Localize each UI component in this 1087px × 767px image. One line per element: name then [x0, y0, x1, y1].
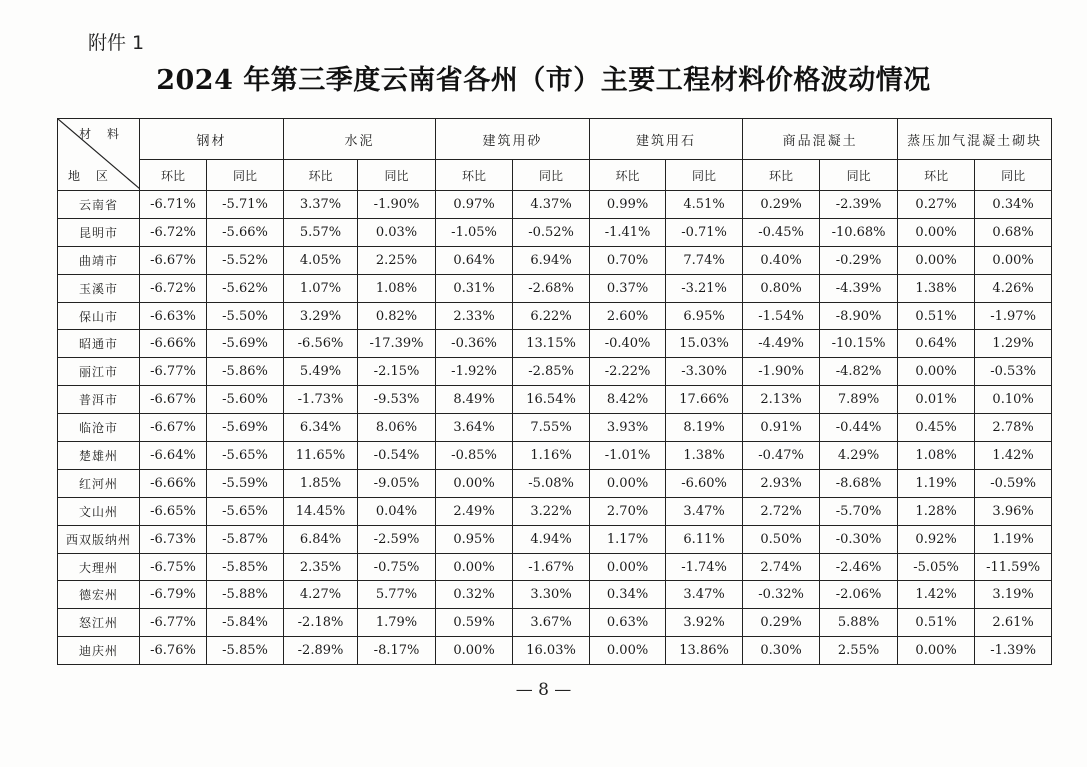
- value-cell: 4.94%: [513, 525, 590, 553]
- value-cell: -0.53%: [975, 358, 1052, 386]
- value-cell: -0.52%: [513, 218, 590, 246]
- subheader-mom: 环比: [898, 160, 975, 191]
- value-cell: 6.34%: [284, 414, 358, 442]
- region-cell: 德宏州: [58, 581, 140, 609]
- value-cell: 11.65%: [284, 442, 358, 470]
- value-cell: 4.51%: [666, 191, 743, 219]
- value-cell: -5.62%: [207, 274, 284, 302]
- value-cell: -17.39%: [358, 330, 436, 358]
- value-cell: -5.05%: [898, 553, 975, 581]
- value-cell: -2.89%: [284, 637, 358, 665]
- value-cell: -8.68%: [820, 469, 898, 497]
- value-cell: 7.89%: [820, 386, 898, 414]
- value-cell: 0.37%: [590, 274, 666, 302]
- value-cell: 1.79%: [358, 609, 436, 637]
- value-cell: 0.92%: [898, 525, 975, 553]
- value-cell: 0.51%: [898, 302, 975, 330]
- value-cell: 0.59%: [436, 609, 513, 637]
- value-cell: 0.00%: [436, 637, 513, 665]
- value-cell: -0.47%: [743, 442, 820, 470]
- value-cell: 0.64%: [436, 246, 513, 274]
- value-cell: -5.65%: [207, 497, 284, 525]
- value-cell: 2.13%: [743, 386, 820, 414]
- value-cell: -5.70%: [820, 497, 898, 525]
- value-cell: 4.29%: [820, 442, 898, 470]
- value-cell: 0.31%: [436, 274, 513, 302]
- value-cell: -1.90%: [358, 191, 436, 219]
- region-cell: 昭通市: [58, 330, 140, 358]
- table-row: [58, 191, 1052, 219]
- value-cell: 1.19%: [975, 525, 1052, 553]
- value-cell: 0.82%: [358, 302, 436, 330]
- value-cell: -10.15%: [820, 330, 898, 358]
- value-cell: -5.59%: [207, 469, 284, 497]
- corner-label-material: 材 料: [79, 127, 125, 141]
- value-cell: 2.55%: [820, 637, 898, 665]
- header-row-comparison: [58, 160, 1052, 191]
- value-cell: 1.85%: [284, 469, 358, 497]
- value-cell: -2.59%: [358, 525, 436, 553]
- value-cell: 5.77%: [358, 581, 436, 609]
- value-cell: 0.30%: [743, 637, 820, 665]
- region-cell: 玉溪市: [58, 274, 140, 302]
- value-cell: -6.64%: [140, 442, 207, 470]
- value-cell: 0.70%: [590, 246, 666, 274]
- value-cell: 0.45%: [898, 414, 975, 442]
- value-cell: 15.03%: [666, 330, 743, 358]
- table-row: [58, 218, 1052, 246]
- value-cell: -6.60%: [666, 469, 743, 497]
- corner-header-cell: [58, 119, 140, 191]
- region-cell: 迪庆州: [58, 637, 140, 665]
- table-row: [58, 609, 1052, 637]
- region-cell: 曲靖市: [58, 246, 140, 274]
- value-cell: -0.85%: [436, 442, 513, 470]
- value-cell: 3.37%: [284, 191, 358, 219]
- value-cell: -9.53%: [358, 386, 436, 414]
- value-cell: -1.54%: [743, 302, 820, 330]
- subheader-yoy: 同比: [358, 160, 436, 191]
- value-cell: 0.97%: [436, 191, 513, 219]
- material-header-cement: 水泥: [284, 119, 436, 160]
- value-cell: -5.52%: [207, 246, 284, 274]
- value-cell: 0.00%: [590, 637, 666, 665]
- value-cell: 8.06%: [358, 414, 436, 442]
- value-cell: 6.84%: [284, 525, 358, 553]
- value-cell: 8.49%: [436, 386, 513, 414]
- value-cell: -0.40%: [590, 330, 666, 358]
- page-title: 2024 年第三季度云南省各州（市）主要工程材料价格波动情况: [156, 65, 931, 96]
- table-row: [58, 525, 1052, 553]
- value-cell: -6.67%: [140, 386, 207, 414]
- value-cell: -11.59%: [975, 553, 1052, 581]
- value-cell: 0.64%: [898, 330, 975, 358]
- subheader-mom: 环比: [284, 160, 358, 191]
- region-cell: 文山州: [58, 497, 140, 525]
- value-cell: -3.30%: [666, 358, 743, 386]
- value-cell: -4.49%: [743, 330, 820, 358]
- region-cell: 大理州: [58, 553, 140, 581]
- value-cell: -0.45%: [743, 218, 820, 246]
- value-cell: 0.10%: [975, 386, 1052, 414]
- value-cell: -0.59%: [975, 469, 1052, 497]
- value-cell: -6.77%: [140, 358, 207, 386]
- value-cell: 0.00%: [590, 469, 666, 497]
- value-cell: 17.66%: [666, 386, 743, 414]
- region-cell: 云南省: [58, 191, 140, 219]
- value-cell: -0.30%: [820, 525, 898, 553]
- value-cell: -1.73%: [284, 386, 358, 414]
- value-cell: -5.86%: [207, 358, 284, 386]
- subheader-mom: 环比: [140, 160, 207, 191]
- value-cell: -1.74%: [666, 553, 743, 581]
- value-cell: 0.00%: [590, 553, 666, 581]
- value-cell: 1.42%: [898, 581, 975, 609]
- value-cell: 3.67%: [513, 609, 590, 637]
- table-row: [58, 358, 1052, 386]
- table-row: [58, 553, 1052, 581]
- header-row-materials: [58, 119, 1052, 160]
- value-cell: -1.90%: [743, 358, 820, 386]
- value-cell: 6.95%: [666, 302, 743, 330]
- value-cell: -6.67%: [140, 246, 207, 274]
- value-cell: -6.65%: [140, 497, 207, 525]
- value-cell: -5.69%: [207, 330, 284, 358]
- value-cell: 1.16%: [513, 442, 590, 470]
- value-cell: -2.18%: [284, 609, 358, 637]
- value-cell: 0.00%: [436, 553, 513, 581]
- material-header-aac-block: 蒸压加气混凝土砌块: [898, 119, 1052, 160]
- value-cell: 0.03%: [358, 218, 436, 246]
- value-cell: 0.00%: [898, 637, 975, 665]
- value-cell: 8.42%: [590, 386, 666, 414]
- value-cell: 3.47%: [666, 497, 743, 525]
- region-cell: 临沧市: [58, 414, 140, 442]
- value-cell: 3.29%: [284, 302, 358, 330]
- value-cell: 13.15%: [513, 330, 590, 358]
- value-cell: 0.29%: [743, 191, 820, 219]
- value-cell: -6.75%: [140, 553, 207, 581]
- value-cell: -0.44%: [820, 414, 898, 442]
- table-row: [58, 386, 1052, 414]
- value-cell: 1.28%: [898, 497, 975, 525]
- value-cell: 2.72%: [743, 497, 820, 525]
- subheader-mom: 环比: [590, 160, 666, 191]
- value-cell: -0.71%: [666, 218, 743, 246]
- value-cell: -4.82%: [820, 358, 898, 386]
- value-cell: -0.29%: [820, 246, 898, 274]
- value-cell: -5.71%: [207, 191, 284, 219]
- value-cell: 0.91%: [743, 414, 820, 442]
- value-cell: 3.96%: [975, 497, 1052, 525]
- value-cell: -5.85%: [207, 637, 284, 665]
- value-cell: -6.77%: [140, 609, 207, 637]
- value-cell: -6.72%: [140, 274, 207, 302]
- subheader-yoy: 同比: [207, 160, 284, 191]
- material-header-steel: 钢材: [140, 119, 284, 160]
- value-cell: 3.92%: [666, 609, 743, 637]
- value-cell: 0.34%: [590, 581, 666, 609]
- value-cell: 1.08%: [898, 442, 975, 470]
- value-cell: -9.05%: [358, 469, 436, 497]
- value-cell: -6.79%: [140, 581, 207, 609]
- value-cell: -5.08%: [513, 469, 590, 497]
- material-header-concrete: 商品混凝土: [743, 119, 898, 160]
- region-cell: 昆明市: [58, 218, 140, 246]
- subheader-yoy: 同比: [666, 160, 743, 191]
- value-cell: -1.05%: [436, 218, 513, 246]
- value-cell: -6.56%: [284, 330, 358, 358]
- table-row: [58, 637, 1052, 665]
- value-cell: 0.99%: [590, 191, 666, 219]
- value-cell: -2.46%: [820, 553, 898, 581]
- value-cell: 2.78%: [975, 414, 1052, 442]
- value-cell: 1.38%: [898, 274, 975, 302]
- value-cell: -6.76%: [140, 637, 207, 665]
- table-body: [58, 191, 1052, 665]
- value-cell: -6.67%: [140, 414, 207, 442]
- table-row: [58, 274, 1052, 302]
- corner-label-region: 地 区: [68, 169, 114, 183]
- value-cell: 16.54%: [513, 386, 590, 414]
- value-cell: 4.27%: [284, 581, 358, 609]
- value-cell: 3.22%: [513, 497, 590, 525]
- value-cell: 0.51%: [898, 609, 975, 637]
- value-cell: -1.92%: [436, 358, 513, 386]
- table-row: [58, 330, 1052, 358]
- value-cell: 1.42%: [975, 442, 1052, 470]
- table-row: [58, 442, 1052, 470]
- value-cell: -5.87%: [207, 525, 284, 553]
- value-cell: -0.36%: [436, 330, 513, 358]
- table-row: [58, 414, 1052, 442]
- subheader-mom: 环比: [743, 160, 820, 191]
- value-cell: -5.50%: [207, 302, 284, 330]
- value-cell: -5.66%: [207, 218, 284, 246]
- value-cell: 1.38%: [666, 442, 743, 470]
- value-cell: -4.39%: [820, 274, 898, 302]
- value-cell: -5.60%: [207, 386, 284, 414]
- value-cell: 0.80%: [743, 274, 820, 302]
- value-cell: 4.37%: [513, 191, 590, 219]
- table-row: [58, 581, 1052, 609]
- value-cell: 0.00%: [975, 246, 1052, 274]
- subheader-mom: 环比: [436, 160, 513, 191]
- value-cell: -6.63%: [140, 302, 207, 330]
- value-cell: -3.21%: [666, 274, 743, 302]
- value-cell: -2.22%: [590, 358, 666, 386]
- table-row: [58, 497, 1052, 525]
- value-cell: -5.88%: [207, 581, 284, 609]
- value-cell: 16.03%: [513, 637, 590, 665]
- value-cell: -5.85%: [207, 553, 284, 581]
- value-cell: 0.00%: [898, 246, 975, 274]
- value-cell: 13.86%: [666, 637, 743, 665]
- value-cell: 2.74%: [743, 553, 820, 581]
- value-cell: 2.61%: [975, 609, 1052, 637]
- value-cell: -1.67%: [513, 553, 590, 581]
- value-cell: 3.64%: [436, 414, 513, 442]
- region-cell: 西双版纳州: [58, 525, 140, 553]
- value-cell: 0.01%: [898, 386, 975, 414]
- value-cell: 0.40%: [743, 246, 820, 274]
- value-cell: 1.19%: [898, 469, 975, 497]
- value-cell: 0.00%: [898, 218, 975, 246]
- value-cell: -2.68%: [513, 274, 590, 302]
- value-cell: -1.01%: [590, 442, 666, 470]
- value-cell: -2.06%: [820, 581, 898, 609]
- value-cell: 0.04%: [358, 497, 436, 525]
- value-cell: 5.57%: [284, 218, 358, 246]
- region-cell: 普洱市: [58, 386, 140, 414]
- value-cell: 0.34%: [975, 191, 1052, 219]
- value-cell: -6.73%: [140, 525, 207, 553]
- material-header-stone: 建筑用石: [590, 119, 743, 160]
- value-cell: -2.85%: [513, 358, 590, 386]
- value-cell: 8.19%: [666, 414, 743, 442]
- value-cell: 4.05%: [284, 246, 358, 274]
- value-cell: -0.75%: [358, 553, 436, 581]
- price-fluctuation-table: [57, 118, 1052, 665]
- value-cell: 2.60%: [590, 302, 666, 330]
- subheader-yoy: 同比: [820, 160, 898, 191]
- value-cell: 6.22%: [513, 302, 590, 330]
- value-cell: 3.30%: [513, 581, 590, 609]
- value-cell: 2.70%: [590, 497, 666, 525]
- value-cell: 0.95%: [436, 525, 513, 553]
- value-cell: -6.72%: [140, 218, 207, 246]
- value-cell: 0.50%: [743, 525, 820, 553]
- region-cell: 楚雄州: [58, 442, 140, 470]
- page-number: — 8 —: [515, 680, 572, 700]
- value-cell: -5.84%: [207, 609, 284, 637]
- table-row: [58, 469, 1052, 497]
- value-cell: -8.17%: [358, 637, 436, 665]
- material-header-sand: 建筑用砂: [436, 119, 590, 160]
- value-cell: 6.94%: [513, 246, 590, 274]
- value-cell: 1.29%: [975, 330, 1052, 358]
- value-cell: -10.68%: [820, 218, 898, 246]
- value-cell: 0.63%: [590, 609, 666, 637]
- value-cell: 3.93%: [590, 414, 666, 442]
- value-cell: -6.71%: [140, 191, 207, 219]
- value-cell: 0.00%: [436, 469, 513, 497]
- value-cell: 2.25%: [358, 246, 436, 274]
- value-cell: -1.39%: [975, 637, 1052, 665]
- value-cell: 1.17%: [590, 525, 666, 553]
- value-cell: -6.66%: [140, 469, 207, 497]
- value-cell: 2.33%: [436, 302, 513, 330]
- value-cell: -1.41%: [590, 218, 666, 246]
- value-cell: 6.11%: [666, 525, 743, 553]
- value-cell: -5.65%: [207, 442, 284, 470]
- value-cell: 1.08%: [358, 274, 436, 302]
- subheader-yoy: 同比: [513, 160, 590, 191]
- value-cell: 14.45%: [284, 497, 358, 525]
- value-cell: 3.19%: [975, 581, 1052, 609]
- attachment-label: 附件 1: [88, 32, 145, 54]
- region-cell: 保山市: [58, 302, 140, 330]
- value-cell: 0.27%: [898, 191, 975, 219]
- value-cell: 7.55%: [513, 414, 590, 442]
- value-cell: -8.90%: [820, 302, 898, 330]
- value-cell: -2.39%: [820, 191, 898, 219]
- value-cell: -0.32%: [743, 581, 820, 609]
- table-row: [58, 246, 1052, 274]
- value-cell: 4.26%: [975, 274, 1052, 302]
- value-cell: -5.69%: [207, 414, 284, 442]
- value-cell: -1.97%: [975, 302, 1052, 330]
- value-cell: -0.54%: [358, 442, 436, 470]
- region-cell: 怒江州: [58, 609, 140, 637]
- subheader-yoy: 同比: [975, 160, 1052, 191]
- value-cell: 2.35%: [284, 553, 358, 581]
- value-cell: -2.15%: [358, 358, 436, 386]
- value-cell: 0.68%: [975, 218, 1052, 246]
- value-cell: 0.00%: [898, 358, 975, 386]
- value-cell: 7.74%: [666, 246, 743, 274]
- value-cell: -6.66%: [140, 330, 207, 358]
- value-cell: 5.49%: [284, 358, 358, 386]
- value-cell: 0.29%: [743, 609, 820, 637]
- value-cell: 5.88%: [820, 609, 898, 637]
- region-cell: 丽江市: [58, 358, 140, 386]
- value-cell: 1.07%: [284, 274, 358, 302]
- value-cell: 2.49%: [436, 497, 513, 525]
- value-cell: 3.47%: [666, 581, 743, 609]
- value-cell: 0.32%: [436, 581, 513, 609]
- value-cell: 2.93%: [743, 469, 820, 497]
- table-row: [58, 302, 1052, 330]
- region-cell: 红河州: [58, 469, 140, 497]
